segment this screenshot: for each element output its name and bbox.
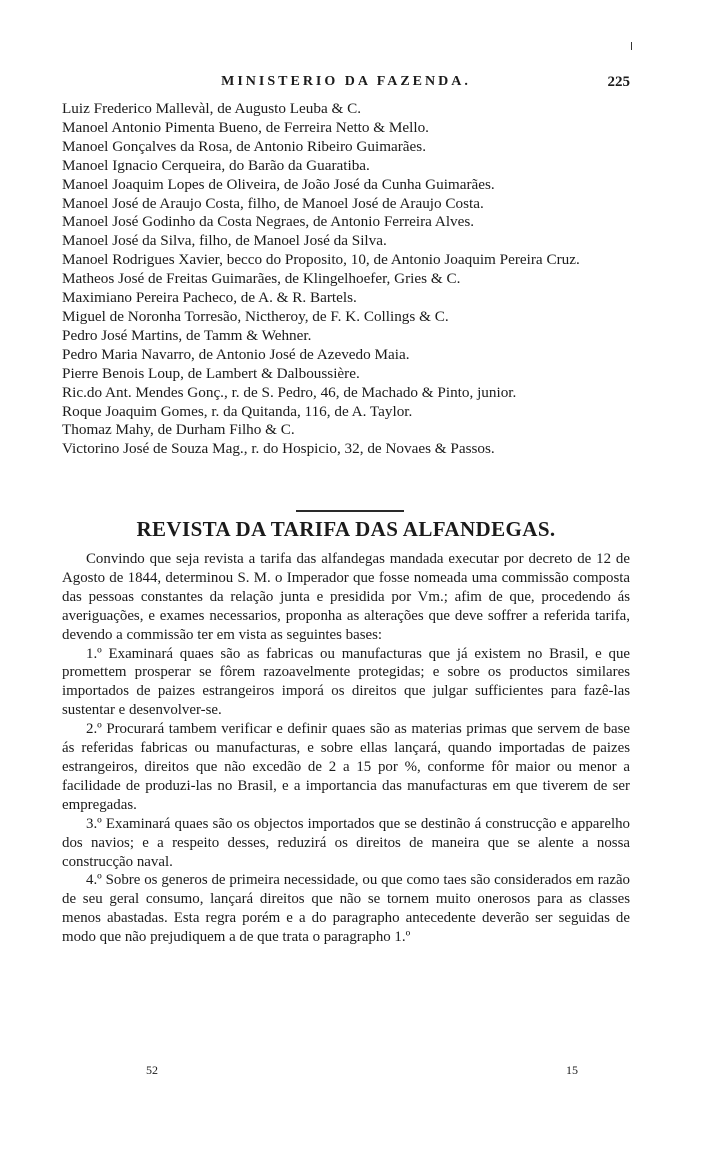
names-list xyxy=(62,100,630,459)
list-item: Luiz Frederico Mallevàl, de Augusto Leuba & C. xyxy=(62,100,362,117)
section-body xyxy=(62,550,630,947)
paragraph-item-4: 4.º Sobre os generos de primeira necessidade, ou que como taes são considerados em razão de seu geral consumo, lançará direitos que não se tornem muito onerosos para as classes menos abastadas. Esta regra porém e a do paragrapho antecedente deverão ser seguidas de modo que não prejudiquem a de que trata o paragrapho 1.º xyxy=(62,872,630,946)
list-item: Victorino José de Souza Mag., r. do Hospicio, 32, de Novaes & Passos. xyxy=(62,440,495,458)
list-item: Manoel José Godinho da Costa Negraes, de Antonio Ferreira Alves. xyxy=(62,213,475,231)
list-item: Manoel Joaquim Lopes de Oliveira, de João José da Cunha Guimarães. xyxy=(62,175,495,193)
list-item: Pedro Maria Navarro, de Antonio José de Azevedo Maia. xyxy=(62,345,410,363)
list-item: Matheos José de Freitas Guimarães, de Klingelhoefer, Gries & C. xyxy=(62,270,461,288)
page-number: 225 xyxy=(607,74,630,90)
list-item: Manoel José de Araujo Costa, filho, de Manoel José de Araujo Costa. xyxy=(62,194,484,212)
paragraph-item-1: 1.º Examinará quaes são as fabricas ou manufacturas que já existem no Brasil, e que promettem prosperar se fôrem razoavelmente protegidas; e sobre os productos similares importados de paizes estrangeiros imporá os direitos que julgar sufficientes para fazê-las sustentar e desenvolver-se. xyxy=(62,645,630,719)
paragraph-item-2: 2.º Procurará tambem verificar e definir quaes são as materias primas que servem de base ás referidas fabricas ou manufacturas, e sobre ellas lançará, quando importadas de paizes estrangeiros, direitos que não excedão de 2 a 15 por %, conforme fôr maior ou menor a facilidade de produzi-las no Brasil, e a importancia das manufacturas em que tiverem de ser empregadas. xyxy=(62,721,630,813)
list-item: Miguel de Noronha Torresão, Nictheroy, de F. K. Collings & C. xyxy=(62,307,449,325)
list-item: Manoel Rodrigues Xavier, becco do Proposito, 10, de Antonio Joaquim Pereira Cruz. xyxy=(62,251,580,269)
list-item: Thomaz Mahy, de Durham Filho & C. xyxy=(62,421,295,439)
section-title: REVISTA DA TARIFA DAS ALFANDEGAS. xyxy=(136,517,556,541)
list-item: Maximiano Pereira Pacheco, de A. & R. Bartels. xyxy=(62,289,357,307)
list-item: Manoel Antonio Pimenta Bueno, de Ferreira Netto & Mello. xyxy=(62,118,429,136)
list-item: Manoel Ignacio Cerqueira, do Barão da Guaratiba. xyxy=(62,156,370,174)
paragraph-item-3: 3.º Examinará quaes são os objectos importados que se destinão á construcção e apparelho dos navios; e a respeito desses, reduzirá os direitos de maneira que se alente a nossa construcção naval. xyxy=(62,815,630,870)
list-item: Ric.do Ant. Mendes Gonç., r. de S. Pedro, 46, de Machado & Pinto, junior. xyxy=(62,383,517,401)
list-item: Pedro José Martins, de Tamm & Wehner. xyxy=(62,326,312,344)
page-header xyxy=(62,74,630,96)
running-title: MINISTERIO DA FAZENDA. xyxy=(221,74,471,89)
paragraph-intro: Convindo que seja revista a tarifa das alfandegas mandada executar por decreto de 12 de Agosto de 1844, determinou S. M. o Imperador que fosse nomeada uma commissão composta das pessoas constantes da relação junta e presidida por Vm.; afim de que, procedendo ás averiguações, e exames necessarios, proponha as alterações que deve soffrer a referida tarifa, devendo a commissão ter em vista as seguintes bases: xyxy=(62,551,630,643)
list-item: Roque Joaquim Gomes, r. da Quitanda, 116, de A. Taylor. xyxy=(62,402,413,420)
signature-mark-left: 52 xyxy=(146,1063,158,1077)
list-item: Manoel José da Silva, filho, de Manoel José da Silva. xyxy=(62,232,387,250)
list-item: Manoel Gonçalves da Rosa, de Antonio Ribeiro Guimarães. xyxy=(62,137,426,155)
page-footer xyxy=(62,1063,630,1081)
stray-print-mark xyxy=(631,42,632,50)
signature-mark-right: 15 xyxy=(566,1063,578,1077)
list-item: Pierre Benois Loup, de Lambert & Dalboussière. xyxy=(62,364,360,382)
section-divider xyxy=(296,510,404,512)
